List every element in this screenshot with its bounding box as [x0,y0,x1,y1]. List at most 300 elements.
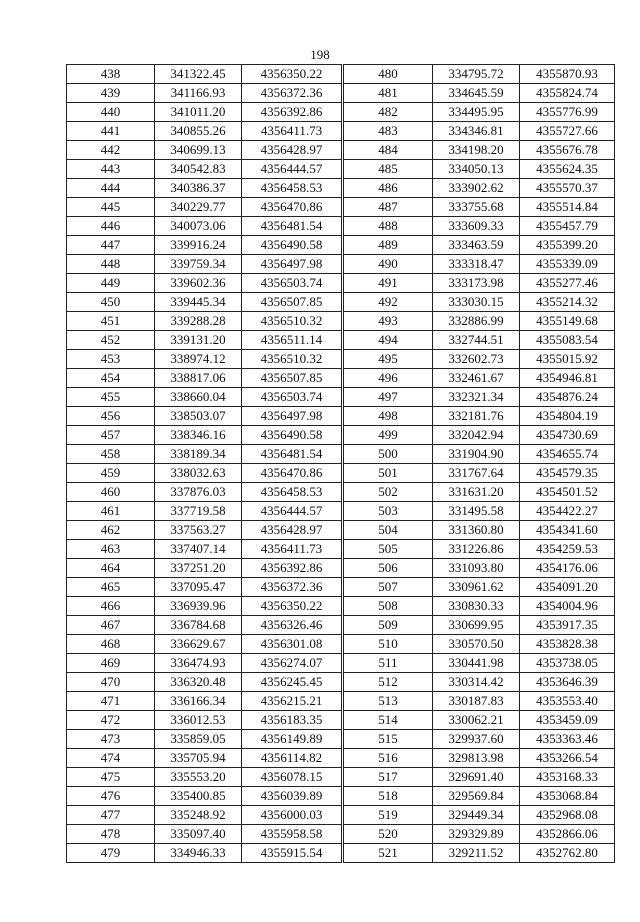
y-coordinate-cell: 4356392.86 [242,559,342,578]
table-row [344,312,615,331]
y-coordinate-cell: 4354730.69 [520,426,615,445]
y-coordinate-cell: 4352762.80 [520,844,615,863]
x-coordinate-cell: 337407.14 [155,540,242,559]
y-coordinate-cell: 4356149.89 [242,730,342,749]
table-row [67,293,342,312]
table-row [344,445,615,464]
point-number-cell: 454 [67,369,155,388]
y-coordinate-cell: 4355624.35 [520,160,615,179]
y-coordinate-cell: 4355399.20 [520,236,615,255]
y-coordinate-cell: 4356274.07 [242,654,342,673]
point-number-cell: 515 [344,730,433,749]
table-row [344,673,615,692]
table-row [344,559,615,578]
x-coordinate-cell: 331631.20 [433,483,520,502]
table-row [344,711,615,730]
point-number-cell: 439 [67,84,155,103]
x-coordinate-cell: 330062.21 [433,711,520,730]
x-coordinate-cell: 339131.20 [155,331,242,350]
point-number-cell: 503 [344,502,433,521]
y-coordinate-cell: 4356215.21 [242,692,342,711]
y-coordinate-cell: 4356392.86 [242,103,342,122]
point-number-cell: 473 [67,730,155,749]
y-coordinate-cell: 4356497.98 [242,255,342,274]
y-coordinate-cell: 4354004.96 [520,597,615,616]
y-coordinate-cell: 4354655.74 [520,445,615,464]
table-row [344,236,615,255]
point-number-cell: 452 [67,331,155,350]
y-coordinate-cell: 4355457.79 [520,217,615,236]
y-coordinate-cell: 4354804.19 [520,407,615,426]
table-row [344,806,615,825]
point-number-cell: 489 [344,236,433,255]
point-number-cell: 517 [344,768,433,787]
point-number-cell: 453 [67,350,155,369]
y-coordinate-cell: 4355214.32 [520,293,615,312]
y-coordinate-cell: 4354501.52 [520,483,615,502]
x-coordinate-cell: 333318.47 [433,255,520,274]
y-coordinate-cell: 4356183.35 [242,711,342,730]
table-row [344,350,615,369]
y-coordinate-cell: 4355958.58 [242,825,342,844]
point-number-cell: 514 [344,711,433,730]
x-coordinate-cell: 333030.15 [433,293,520,312]
y-coordinate-cell: 4356458.53 [242,179,342,198]
point-number-cell: 480 [344,65,433,84]
y-coordinate-cell: 4356114.82 [242,749,342,768]
point-number-cell: 483 [344,122,433,141]
y-coordinate-cell: 4356458.53 [242,483,342,502]
y-coordinate-cell: 4354946.81 [520,369,615,388]
x-coordinate-cell: 334346.81 [433,122,520,141]
point-number-cell: 519 [344,806,433,825]
y-coordinate-cell: 4356350.22 [242,597,342,616]
point-number-cell: 474 [67,749,155,768]
y-coordinate-cell: 4356510.32 [242,312,342,331]
table-row [344,160,615,179]
y-coordinate-cell: 4356301.08 [242,635,342,654]
table-row [67,635,342,654]
table-row [67,388,342,407]
table-row [67,787,342,806]
point-number-cell: 462 [67,521,155,540]
x-coordinate-cell: 331767.64 [433,464,520,483]
y-coordinate-cell: 4356245.45 [242,673,342,692]
point-number-cell: 486 [344,179,433,198]
point-number-cell: 501 [344,464,433,483]
point-number-cell: 490 [344,255,433,274]
y-coordinate-cell: 4355083.54 [520,331,615,350]
x-coordinate-cell: 332602.73 [433,350,520,369]
table-row [67,483,342,502]
table-row [67,597,342,616]
y-coordinate-cell: 4356511.14 [242,331,342,350]
x-coordinate-cell: 338660.04 [155,388,242,407]
x-coordinate-cell: 332886.99 [433,312,520,331]
x-coordinate-cell: 334795.72 [433,65,520,84]
table-row [67,141,342,160]
y-coordinate-cell: 4356428.97 [242,141,342,160]
y-coordinate-cell: 4356490.58 [242,426,342,445]
y-coordinate-cell: 4354176.06 [520,559,615,578]
point-number-cell: 498 [344,407,433,426]
y-coordinate-cell: 4356507.85 [242,369,342,388]
x-coordinate-cell: 333902.62 [433,179,520,198]
y-coordinate-cell: 4356428.97 [242,521,342,540]
x-coordinate-cell: 332042.94 [433,426,520,445]
y-coordinate-cell: 4354341.60 [520,521,615,540]
y-coordinate-cell: 4353068.84 [520,787,615,806]
x-coordinate-cell: 329813.98 [433,749,520,768]
y-coordinate-cell: 4356503.74 [242,274,342,293]
point-number-cell: 463 [67,540,155,559]
x-coordinate-cell: 335097.40 [155,825,242,844]
table-row [344,844,615,863]
point-number-cell: 512 [344,673,433,692]
x-coordinate-cell: 340542.83 [155,160,242,179]
x-coordinate-cell: 341166.93 [155,84,242,103]
point-number-cell: 475 [67,768,155,787]
y-coordinate-cell: 4355824.74 [520,84,615,103]
x-coordinate-cell: 333755.68 [433,198,520,217]
x-coordinate-cell: 338189.34 [155,445,242,464]
x-coordinate-cell: 330441.98 [433,654,520,673]
point-number-cell: 445 [67,198,155,217]
coordinate-table-right [343,64,615,863]
y-coordinate-cell: 4353738.05 [520,654,615,673]
x-coordinate-cell: 336320.48 [155,673,242,692]
y-coordinate-cell: 4356470.86 [242,198,342,217]
y-coordinate-cell: 4355570.37 [520,179,615,198]
point-number-cell: 448 [67,255,155,274]
x-coordinate-cell: 335248.92 [155,806,242,825]
x-coordinate-cell: 340229.77 [155,198,242,217]
y-coordinate-cell: 4356497.98 [242,407,342,426]
table-row [67,122,342,141]
y-coordinate-cell: 4356350.22 [242,65,342,84]
point-number-cell: 484 [344,141,433,160]
y-coordinate-cell: 4354579.35 [520,464,615,483]
coordinate-table-left [66,64,342,863]
x-coordinate-cell: 329211.52 [433,844,520,863]
x-coordinate-cell: 336939.96 [155,597,242,616]
point-number-cell: 494 [344,331,433,350]
x-coordinate-cell: 341011.20 [155,103,242,122]
table-row [344,65,615,84]
x-coordinate-cell: 338346.16 [155,426,242,445]
y-coordinate-cell: 4355776.99 [520,103,615,122]
table-row [67,806,342,825]
point-number-cell: 460 [67,483,155,502]
y-coordinate-cell: 4356510.32 [242,350,342,369]
point-number-cell: 446 [67,217,155,236]
y-coordinate-cell: 4354422.27 [520,502,615,521]
x-coordinate-cell: 338032.63 [155,464,242,483]
point-number-cell: 476 [67,787,155,806]
table-row [67,160,342,179]
y-coordinate-cell: 4356444.57 [242,502,342,521]
table-row [344,597,615,616]
table-row [67,369,342,388]
point-number-cell: 479 [67,844,155,863]
x-coordinate-cell: 334198.20 [433,141,520,160]
table-row [67,198,342,217]
table-row [67,350,342,369]
table-row [344,825,615,844]
point-number-cell: 470 [67,673,155,692]
table-row [67,445,342,464]
point-number-cell: 440 [67,103,155,122]
table-row [67,730,342,749]
table-row [67,331,342,350]
point-number-cell: 449 [67,274,155,293]
point-number-cell: 521 [344,844,433,863]
table-row [67,578,342,597]
table-row [344,293,615,312]
x-coordinate-cell: 330314.42 [433,673,520,692]
point-number-cell: 458 [67,445,155,464]
x-coordinate-cell: 336784.68 [155,616,242,635]
point-number-cell: 443 [67,160,155,179]
x-coordinate-cell: 333609.33 [433,217,520,236]
x-coordinate-cell: 335400.85 [155,787,242,806]
point-number-cell: 513 [344,692,433,711]
point-number-cell: 457 [67,426,155,445]
x-coordinate-cell: 338503.07 [155,407,242,426]
table-row [344,749,615,768]
point-number-cell: 518 [344,787,433,806]
point-number-cell: 472 [67,711,155,730]
y-coordinate-cell: 4356078.15 [242,768,342,787]
table-row [67,407,342,426]
point-number-cell: 500 [344,445,433,464]
point-number-cell: 495 [344,350,433,369]
x-coordinate-cell: 337563.27 [155,521,242,540]
x-coordinate-cell: 331093.80 [433,559,520,578]
x-coordinate-cell: 339916.24 [155,236,242,255]
x-coordinate-cell: 329691.40 [433,768,520,787]
y-coordinate-cell: 4355339.09 [520,255,615,274]
y-coordinate-cell: 4356490.58 [242,236,342,255]
table-row [67,654,342,673]
table-row [344,369,615,388]
x-coordinate-cell: 330187.83 [433,692,520,711]
point-number-cell: 511 [344,654,433,673]
table-row [344,692,615,711]
table-row [67,844,342,863]
coordinate-table-left-body [67,65,342,863]
table-row [67,616,342,635]
y-coordinate-cell: 4353266.54 [520,749,615,768]
point-number-cell: 507 [344,578,433,597]
table-row [67,768,342,787]
x-coordinate-cell: 334050.13 [433,160,520,179]
table-row [67,217,342,236]
x-coordinate-cell: 338974.12 [155,350,242,369]
x-coordinate-cell: 340386.37 [155,179,242,198]
x-coordinate-cell: 336474.93 [155,654,242,673]
x-coordinate-cell: 338817.06 [155,369,242,388]
table-row [344,787,615,806]
table-row [344,103,615,122]
point-number-cell: 442 [67,141,155,160]
table-row [344,464,615,483]
x-coordinate-cell: 332321.34 [433,388,520,407]
y-coordinate-cell: 4352866.06 [520,825,615,844]
x-coordinate-cell: 331226.86 [433,540,520,559]
table-row [67,673,342,692]
y-coordinate-cell: 4356470.86 [242,464,342,483]
y-coordinate-cell: 4356372.36 [242,578,342,597]
point-number-cell: 459 [67,464,155,483]
table-row [344,730,615,749]
x-coordinate-cell: 337876.03 [155,483,242,502]
table-row [67,825,342,844]
x-coordinate-cell: 337095.47 [155,578,242,597]
table-row [344,426,615,445]
table-row [67,540,342,559]
x-coordinate-cell: 336166.34 [155,692,242,711]
table-row [344,407,615,426]
point-number-cell: 456 [67,407,155,426]
point-number-cell: 481 [344,84,433,103]
table-row [344,331,615,350]
x-coordinate-cell: 333173.98 [433,274,520,293]
table-row [67,692,342,711]
table-row [67,103,342,122]
y-coordinate-cell: 4353917.35 [520,616,615,635]
x-coordinate-cell: 334946.33 [155,844,242,863]
x-coordinate-cell: 332181.76 [433,407,520,426]
y-coordinate-cell: 4355915.54 [242,844,342,863]
y-coordinate-cell: 4356411.73 [242,122,342,141]
table-row [67,179,342,198]
table-row [344,616,615,635]
y-coordinate-cell: 4356000.03 [242,806,342,825]
table-row [344,122,615,141]
y-coordinate-cell: 4356481.54 [242,445,342,464]
point-number-cell: 466 [67,597,155,616]
point-number-cell: 508 [344,597,433,616]
y-coordinate-cell: 4356503.74 [242,388,342,407]
table-row [67,426,342,445]
x-coordinate-cell: 330961.62 [433,578,520,597]
coordinate-table-right-body [344,65,615,863]
x-coordinate-cell: 329449.34 [433,806,520,825]
x-coordinate-cell: 331360.80 [433,521,520,540]
x-coordinate-cell: 332461.67 [433,369,520,388]
x-coordinate-cell: 336629.67 [155,635,242,654]
table-row [67,65,342,84]
table-row [344,502,615,521]
point-number-cell: 502 [344,483,433,502]
table-row [344,388,615,407]
x-coordinate-cell: 337719.58 [155,502,242,521]
point-number-cell: 516 [344,749,433,768]
coordinate-tables [66,64,614,860]
table-row [344,540,615,559]
point-number-cell: 487 [344,198,433,217]
point-number-cell: 485 [344,160,433,179]
point-number-cell: 467 [67,616,155,635]
x-coordinate-cell: 340855.26 [155,122,242,141]
x-coordinate-cell: 335553.20 [155,768,242,787]
table-row [67,559,342,578]
table-row [344,578,615,597]
table-row [67,464,342,483]
point-number-cell: 450 [67,293,155,312]
table-row [344,654,615,673]
y-coordinate-cell: 4355277.46 [520,274,615,293]
point-number-cell: 469 [67,654,155,673]
point-number-cell: 506 [344,559,433,578]
point-number-cell: 447 [67,236,155,255]
table-row [344,198,615,217]
table-row [67,312,342,331]
table-row [344,255,615,274]
table-row [344,179,615,198]
x-coordinate-cell: 330699.95 [433,616,520,635]
y-coordinate-cell: 4355727.66 [520,122,615,141]
y-coordinate-cell: 4354876.24 [520,388,615,407]
point-number-cell: 478 [67,825,155,844]
point-number-cell: 509 [344,616,433,635]
y-coordinate-cell: 4354259.53 [520,540,615,559]
point-number-cell: 441 [67,122,155,141]
x-coordinate-cell: 340073.06 [155,217,242,236]
y-coordinate-cell: 4355676.78 [520,141,615,160]
point-number-cell: 471 [67,692,155,711]
point-number-cell: 499 [344,426,433,445]
x-coordinate-cell: 329569.84 [433,787,520,806]
point-number-cell: 491 [344,274,433,293]
table-row [344,217,615,236]
table-row [344,483,615,502]
y-coordinate-cell: 4356444.57 [242,160,342,179]
point-number-cell: 493 [344,312,433,331]
table-row [67,521,342,540]
y-coordinate-cell: 4356326.46 [242,616,342,635]
x-coordinate-cell: 330830.33 [433,597,520,616]
x-coordinate-cell: 335859.05 [155,730,242,749]
y-coordinate-cell: 4352968.08 [520,806,615,825]
table-row [67,749,342,768]
point-number-cell: 438 [67,65,155,84]
table-row [344,521,615,540]
point-number-cell: 455 [67,388,155,407]
x-coordinate-cell: 339445.34 [155,293,242,312]
point-number-cell: 482 [344,103,433,122]
y-coordinate-cell: 4354091.20 [520,578,615,597]
x-coordinate-cell: 333463.59 [433,236,520,255]
table-row [67,255,342,274]
y-coordinate-cell: 4353363.46 [520,730,615,749]
y-coordinate-cell: 4355015.92 [520,350,615,369]
x-coordinate-cell: 329329.89 [433,825,520,844]
point-number-cell: 468 [67,635,155,654]
y-coordinate-cell: 4353459.09 [520,711,615,730]
y-coordinate-cell: 4355870.93 [520,65,615,84]
y-coordinate-cell: 4353828.38 [520,635,615,654]
point-number-cell: 477 [67,806,155,825]
point-number-cell: 464 [67,559,155,578]
x-coordinate-cell: 332744.51 [433,331,520,350]
point-number-cell: 451 [67,312,155,331]
x-coordinate-cell: 339602.36 [155,274,242,293]
point-number-cell: 497 [344,388,433,407]
table-row [67,84,342,103]
table-row [344,768,615,787]
